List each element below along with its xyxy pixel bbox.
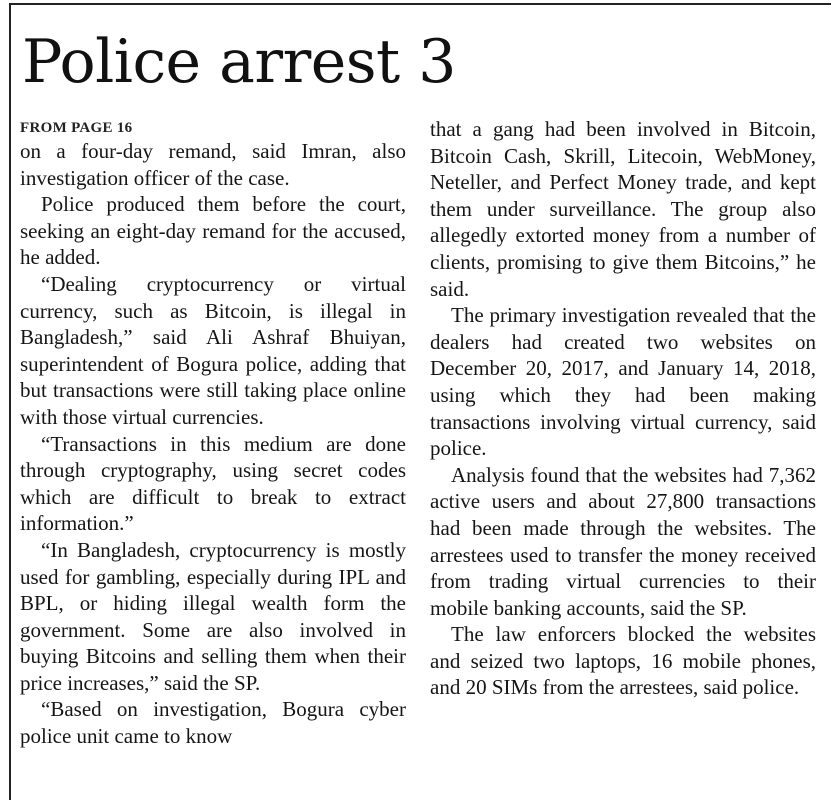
paragraph: “Transactions in this medium are done through cryptography, using secret codes which are difficult to break to extract information.” bbox=[20, 431, 406, 536]
paragraph: on a four-day remand, said Imran, also investigation officer of the case. bbox=[20, 139, 406, 190]
paragraph: “Dealing cryptocurrency or virtual currency, such as Bitcoin, is illegal in Bangladesh,” said Ali Ashraf Bhuiyan, superintendent of Bogura police, adding that but transactions were still taking place online with those virtual currencies. bbox=[20, 271, 406, 429]
paragraph: “Based on investigation, Bogura cyber police unit came to know bbox=[20, 697, 406, 749]
headline: Police arrest 3 bbox=[22, 27, 456, 97]
article-column-right bbox=[430, 116, 816, 701]
paragraph: “In Bangladesh, cryptocurrency is mostly used for gambling, especially during IPL and BPL, or hiding illegal wealth form the government. Some are also involved in buying Bitcoins and selling them when their price increases,” said the SP. bbox=[20, 537, 406, 695]
article-column-left bbox=[20, 118, 406, 750]
continuation-kicker: FROM PAGE 16 bbox=[20, 120, 133, 136]
paragraph: The law enforcers blocked the websites and seized two laptops, 16 mobile phones, and 20 SIMs from the arrestees, said police. bbox=[430, 622, 816, 700]
paragraph: that a gang had been involved in Bitcoin, Bitcoin Cash, Skrill, Litecoin, WebMoney, Neteller, and Perfect Money trade, and kept them under surveillance. The group also allegedly extorted money from a number of clients, promising to give them Bitcoins,” he said. bbox=[430, 117, 816, 301]
paragraph: Analysis found that the websites had 7,362 active users and about 27,800 transactions had been made through the websites. The arrestees used to transfer the money received from trading virtual currencies to their mobile banking accounts, said the SP. bbox=[430, 462, 816, 620]
paragraph: Police produced them before the court, seeking an eight-day remand for the accused, he added. bbox=[20, 192, 406, 270]
paragraph: The primary investigation revealed that the dealers had created two websites on December 20, 2017, and January 14, 2018, using which they had been making transactions involving virtual currency, said police. bbox=[430, 303, 816, 461]
